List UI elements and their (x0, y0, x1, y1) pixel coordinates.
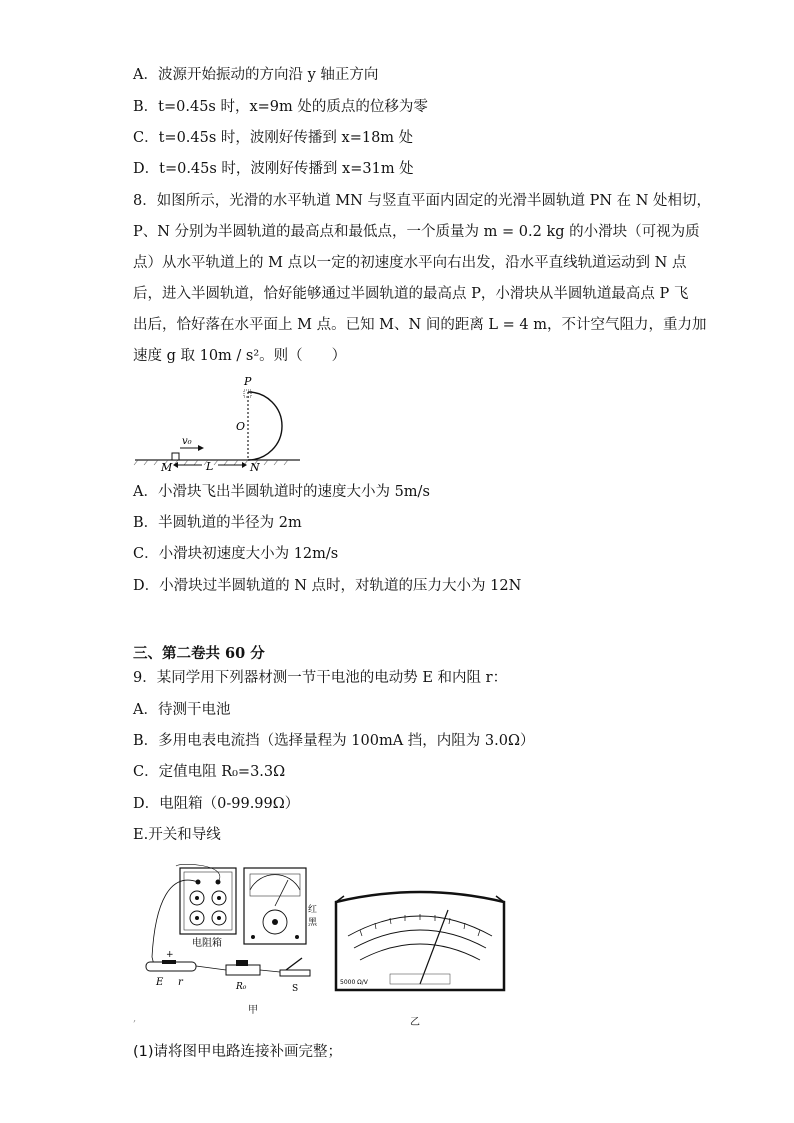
q8-stem-line-1: 8．如图所示，光滑的水平轨道 MN 与竖直平面内固定的光滑半圆轨道 PN 在 N 处相切， (133, 193, 712, 209)
label-r0: R₀ (236, 982, 247, 992)
q8-stem-line-5: 出后，恰好落在水平面上 M 点。已知 M、N 间的距离 L = 4 m，不计空气阻力，重力加 (133, 317, 707, 333)
section-3-title: 三、第二卷共 60 分 (133, 645, 265, 662)
q8-option-b: B．半圆轨道的半径为 2m (133, 515, 302, 531)
label-l: L (206, 460, 214, 472)
q7-option-a: A．波源开始振动的方向沿 y 轴正方向 (133, 67, 379, 83)
q9-item-b: B．多用电表电流挡（选择量程为 100mA 挡，内阻为 3.0Ω） (133, 733, 535, 749)
label-n: N (250, 461, 260, 472)
q7-option-c: C．t=0.45s 时，波刚好传播到 x=18m 处 (133, 130, 414, 146)
q8-stem-line-3: 点）从水平轨道上的 M 点以一定的初速度水平向右出发，沿水平直线轨道运动到 N 点 (133, 255, 687, 271)
label-p: P (244, 375, 252, 388)
stray-mark: , (133, 1013, 137, 1024)
q9-figure-yi-meter-dial (330, 886, 510, 998)
q8-option-a: A．小滑块飞出半圆轨道时的速度大小为 5m/s (133, 484, 430, 500)
q8-stem-line-2: P、N 分别为半圆轨道的最高点和最低点，一个质量为 m = 0.2 kg 的小滑块（可视为质 (133, 224, 700, 240)
label-e: E (156, 977, 164, 988)
q8-stem-line-6: 速度 g 取 10m / s²。则（ ） (133, 348, 347, 364)
q7-option-d: D．t=0.45s 时，波刚好传播到 x=31m 处 (133, 161, 414, 177)
q8-stem-line-4: 后，进入半圆轨道，恰好能够通过半圆轨道的最高点 P，小滑块从半圆轨道最高点 P 飞 (133, 286, 689, 302)
label-m: M (161, 461, 173, 472)
label-v0: v₀ (182, 436, 192, 447)
q7-option-b: B．t=0.45s 时，x=9m 处的质点的位移为零 (133, 99, 428, 115)
figure-jia-caption: 甲 (248, 1005, 258, 1016)
q9-stem: 9．某同学用下列器材测一节干电池的电动势 E 和内阻 r： (133, 670, 508, 686)
q8-option-c: C．小滑块初速度大小为 12m/s (133, 546, 339, 562)
label-r: r (178, 977, 183, 988)
q9-item-e: E.开关和导线 (133, 827, 221, 843)
figure-yi-caption: 乙 (410, 1017, 420, 1028)
q8-semicircle-track-figure (130, 372, 305, 472)
q9-item-d: D．电阻箱（0-99.99Ω） (133, 796, 300, 812)
q9-item-c: C．定值电阻 R₀=3.3Ω (133, 764, 286, 780)
q9-item-a: A．待测干电池 (133, 702, 231, 718)
dial-small-text: 5000 Ω/V (340, 979, 368, 986)
resistance-box-label: 电阻箱 (192, 938, 222, 949)
label-s: S (292, 984, 299, 994)
q9-part-1: (1)请将图甲电路连接补画完整； (133, 1044, 343, 1060)
battery-plus: + (166, 950, 174, 960)
label-hei: 黑 (308, 918, 318, 928)
label-o: O (236, 420, 246, 433)
q8-option-d: D．小滑块过半圆轨道的 N 点时，对轨道的压力大小为 12N (133, 578, 522, 594)
q9-figure-jia-circuit (140, 862, 325, 997)
label-hong: 红 (308, 905, 318, 915)
